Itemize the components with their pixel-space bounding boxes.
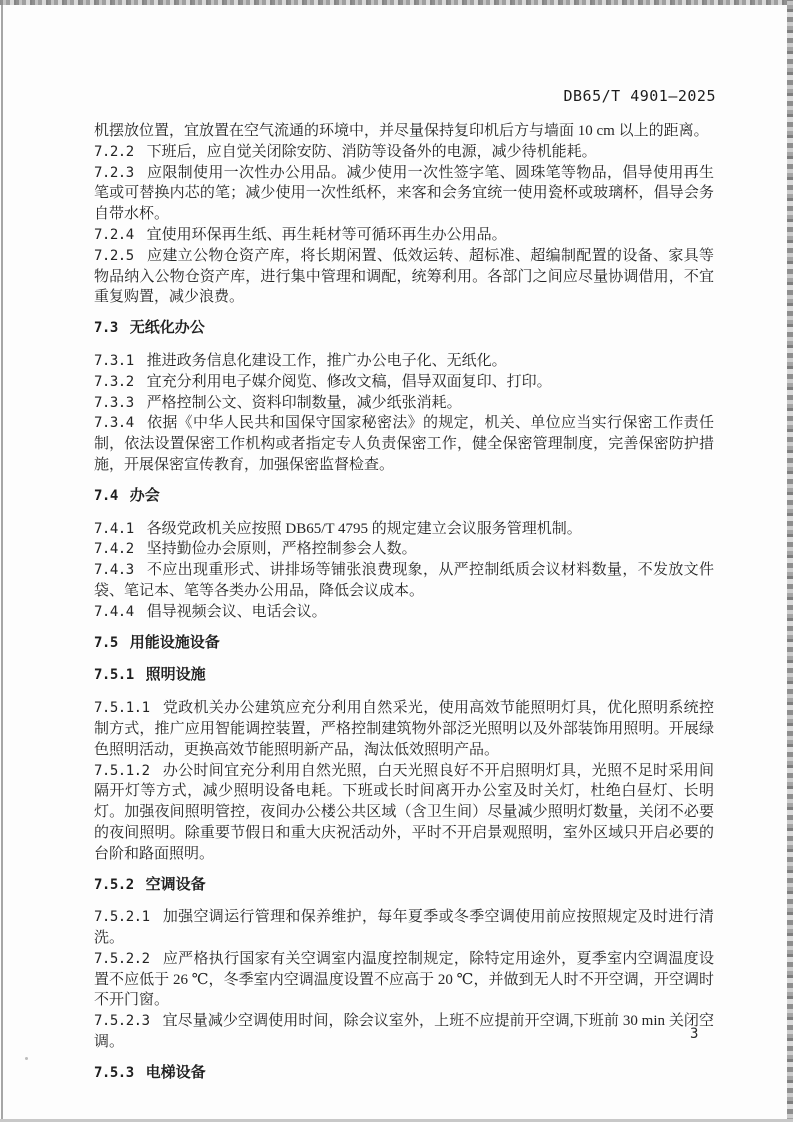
clause-7-5-1-2	[94, 761, 714, 865]
clause-7-3-1	[94, 351, 714, 372]
scan-edge-top	[0, 0, 793, 5]
section-heading-7-5	[94, 633, 714, 654]
clause-number: 7.3.3	[94, 394, 134, 411]
clause-text: 不应出现重形式、讲排场等铺张浪费现象，从严控制纸质会议材料数量，不发放文件袋、笔记本、笔等各类办公用品，降低会议成本。	[94, 562, 714, 599]
clause-7-4-4	[94, 602, 714, 623]
clause-text: 应严格执行国家有关空调室内温度控制规定，除特定用途外，夏季室内空调温度设置不应低于 26 ℃，冬季室内空调温度设置不应高于 20 ℃，并做到无人时不开空调，开空调时不开门窗。	[94, 950, 714, 1009]
clause-7-4-2	[94, 539, 714, 560]
clause-text: 下班后，应自觉关闭除安防、消防等设备外的电源，减少待机能耗。	[146, 143, 597, 160]
clause-text: 宜使用环保再生纸、再生耗材等可循环再生办公用品。	[146, 226, 507, 243]
section-heading-7-4	[94, 486, 714, 507]
clause-number: 7.4.3	[94, 562, 134, 579]
clause-7-5-1-1	[94, 698, 714, 760]
heading-text: 电梯设备	[145, 1063, 206, 1081]
clause-7-5-2-2	[94, 949, 714, 1011]
clause-7-5-2-1	[94, 907, 714, 949]
heading-number: 7.5.1	[94, 667, 134, 684]
heading-number: 7.4	[94, 487, 118, 504]
clause-number: 7.2.3	[94, 164, 134, 181]
section-heading-7-5-1	[94, 665, 714, 686]
clause-7-3-2	[94, 372, 714, 393]
scan-edge-left	[1, 5, 3, 1122]
section-heading-7-5-3	[94, 1063, 714, 1084]
paragraph-continuation	[94, 121, 714, 142]
clause-7-4-1	[94, 519, 714, 540]
clause-number: 7.4.2	[94, 541, 134, 558]
clause-number: 7.4.1	[94, 520, 134, 537]
clause-text: 应限制使用一次性办公用品。减少使用一次性签字笔、圆珠笔等物品，倡导使用再生笔或可替换内芯的笔；减少使用一次性纸杯，来客和会务宜统一使用瓷杯或玻璃杯，倡导会务自带水杯。	[94, 164, 714, 223]
clause-number: 7.5.2.2	[94, 950, 150, 967]
page-number: 3	[690, 1026, 699, 1042]
clause-text: 倡导视频会议、电话会议。	[146, 603, 327, 620]
clause-number: 7.5.1.1	[94, 700, 150, 717]
document-body	[94, 121, 714, 1096]
section-heading-7-5-2	[94, 875, 714, 896]
clause-number: 7.3.1	[94, 352, 134, 369]
clause-number: 7.2.2	[94, 143, 134, 160]
clause-text: 应建立公物仓资产库，将长期闲置、低效运转、超标准、超编制配置的设备、家具等物品纳入公物仓资产库，进行集中管理和调配，统筹利用。各部门之间应尽量协调借用，不宜重复购置，减少浪费。	[94, 247, 714, 306]
clause-number: 7.3.4	[94, 415, 134, 432]
clause-text: 严格控制公文、资料印制数量，减少纸张消耗。	[146, 394, 462, 411]
heading-text: 照明设施	[145, 666, 206, 684]
heading-number: 7.5.3	[94, 1064, 134, 1081]
clause-number: 7.5.2.3	[94, 1013, 150, 1030]
heading-text: 办会	[129, 486, 160, 504]
clause-7-2-3	[94, 163, 714, 225]
clause-text: 宜充分利用电子媒介阅览、修改文稿，倡导双面复印、打印。	[146, 373, 552, 390]
heading-number: 7.5	[94, 634, 118, 651]
clause-7-3-4	[94, 413, 714, 475]
clause-text: 宜尽量减少空调使用时间，除会议室外，上班不应提前开空调,下班前 30 min 关闭空调。	[94, 1013, 714, 1051]
clause-number: 7.2.4	[94, 226, 134, 243]
section-heading-7-3	[94, 318, 714, 339]
clause-7-5-2-3	[94, 1011, 714, 1053]
clause-text: 党政机关办公建筑应充分利用自然采光，使用高效节能照明灯具，优化照明系统控制方式，推广应用智能调控装置，严格控制建筑物外部泛光照明以及外部装饰用照明。开展绿色照明活动，更换高效节能照明新产品，淘汰低效照明产品。	[94, 700, 714, 758]
clause-7-2-5	[94, 246, 714, 308]
clause-number: 7.5.2.1	[94, 909, 150, 926]
clause-text: 加强空调运行管理和保养维护，每年夏季或冬季空调使用前应按照规定及时进行清洗。	[94, 909, 714, 947]
clause-7-3-3	[94, 393, 714, 414]
heading-text: 空调设备	[145, 875, 206, 893]
paragraph-text: 机摆放位置，宜放置在空气流通的环境中，并尽量保持复印机后方与墙面 10 cm 以上的距离。	[94, 123, 709, 139]
clause-text: 坚持勤俭办会原则，严格控制参会人数。	[146, 541, 417, 558]
clause-text: 推进政务信息化建设工作，推广办公电子化、无纸化。	[146, 352, 507, 369]
clause-7-2-4	[94, 225, 714, 246]
clause-number: 7.5.1.2	[94, 762, 150, 779]
clause-text: 依据《中华人民共和国保守国家秘密法》的规定，机关、单位应当实行保密工作责任制，依法设置保密工作机构或者指定专人负责保密工作，健全保密管理制度，完善保密防护措施，开展保密宣传教育，加强保密监督检查。	[94, 415, 714, 473]
heading-text: 无纸化办公	[129, 319, 205, 337]
clause-7-2-2	[94, 142, 714, 163]
clause-number: 7.2.5	[94, 247, 134, 264]
clause-number: 7.3.2	[94, 373, 134, 390]
heading-number: 7.3	[94, 320, 118, 337]
clause-number: 7.4.4	[94, 603, 134, 620]
document-code: DB65/T 4901—2025	[563, 87, 716, 105]
heading-number: 7.5.2	[94, 876, 134, 893]
clause-text: 办公时间宜充分利用自然光照，白天光照良好不开启照明灯具，光照不足时采用间隔开灯等方式，减少照明设备电耗。下班或长时间离开办公室及时关灯，杜绝白昼灯、长明灯。加强夜间照明管控，夜间办公楼公共区域（含卫生间）尽量减少照明灯数量，关闭不必要的夜间照明。除重要节假日和重大庆祝活动外，平时不开启景观照明，室外区域只开启必要的台阶和路面照明。	[94, 762, 714, 862]
scan-speck	[25, 1057, 28, 1060]
scan-edge-right	[787, 0, 793, 1122]
clause-text: 各级党政机关应按照 DB65/T 4795 的规定建立会议服务管理机制。	[146, 520, 582, 537]
heading-text: 用能设施设备	[129, 633, 220, 651]
clause-7-4-3	[94, 560, 714, 602]
